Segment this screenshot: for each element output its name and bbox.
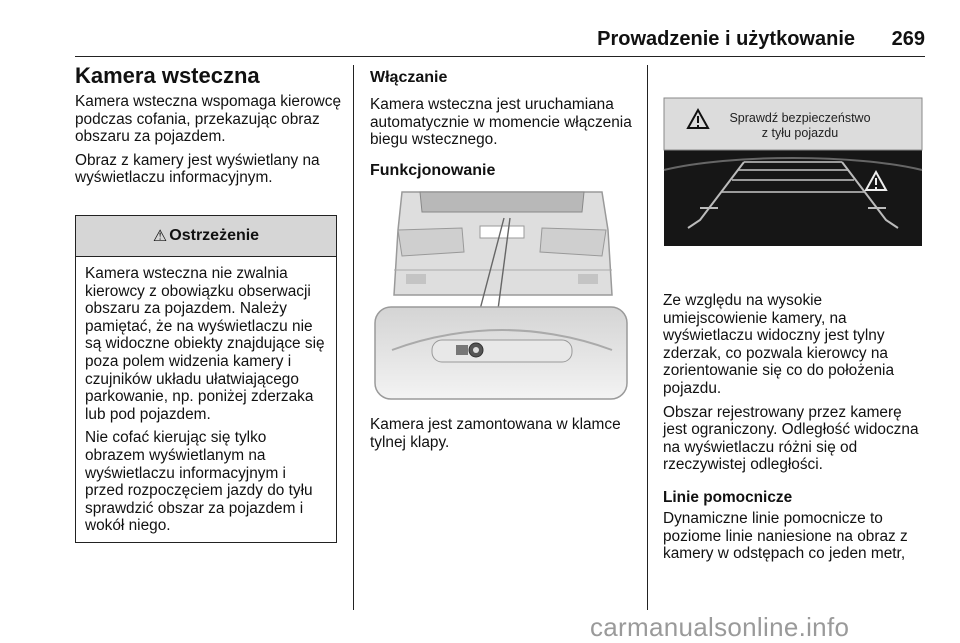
screen-message-line-2: z tyłu pojazdu xyxy=(761,126,839,140)
column-3 xyxy=(663,292,925,569)
warning-box xyxy=(75,215,337,543)
bumper-paragraph: Ze względu na wysokie umiejscowienie kamery, na wyświetlaczu widoczny jest tylny zderzak, co pozwala kierowcy na zorientowanie się co do położenia pojazdu. xyxy=(663,292,895,397)
column-1 xyxy=(75,62,343,193)
section-heading-function: Funkcjonowanie xyxy=(370,161,496,179)
caption-block xyxy=(370,416,636,457)
section-heading: Kamera wsteczna xyxy=(75,63,260,88)
watermark: carmanualsonline.info xyxy=(590,612,850,642)
section-heading-guidelines: Linie pomocnicze xyxy=(663,488,793,506)
warning-icon: ⚠ xyxy=(152,228,168,245)
column-divider-1 xyxy=(353,65,354,610)
display-paragraph: Obraz z kamery jest wyświetlany na wyświetlaczu informacyjnym. xyxy=(75,151,320,187)
header-rule xyxy=(75,56,925,57)
guidelines-paragraph: Dynamiczne linie pomocnicze to poziome linie naniesione na obraz z kamery w odstępach co jeden metr, xyxy=(663,509,908,563)
warning-body xyxy=(76,257,336,535)
page-header xyxy=(75,28,925,50)
rear-camera-screen-illustration xyxy=(660,70,926,275)
screen-message-line-1: Sprawdź bezpieczeństwo xyxy=(729,111,871,125)
section-heading-activation: Włączanie xyxy=(370,69,448,86)
header-title: Prowadzenie i użytkowanie xyxy=(597,28,855,50)
warning-header xyxy=(76,216,336,257)
column-divider-2 xyxy=(647,65,648,610)
page-number: 269 xyxy=(891,28,925,50)
warning-title: Ostrzeżenie xyxy=(169,227,260,244)
camera-location-illustration xyxy=(372,190,632,402)
warning-paragraph-1: Kamera wsteczna nie zwalnia kierowcy z obowiązku obserwacji obszaru za pojazdem. Należy pamiętać, że na wyświetlaczu nie są widoczne obiekty znajdujące się poza polem widzenia kamery i czujników układu ułatwiającego parkowanie, np. poniżej zderzaka lub pod pojazdem. xyxy=(85,265,325,423)
range-paragraph: Obszar rejestrowany przez kamerę jest ograniczony. Odległość widoczna na wyświetlaczu różni się od rzeczywistej odległości. xyxy=(663,403,919,474)
illustration-caption: Kamera jest zamontowana w klamce tylnej klapy. xyxy=(370,416,621,451)
intro-paragraph: Kamera wsteczna wspomaga kierowcę podczas cofania, przekazując obraz obszaru za pojazdem. xyxy=(75,93,342,146)
activation-paragraph: Kamera wsteczna jest uruchamiana automatycznie w momencie włączenia biegu wstecznego. xyxy=(370,96,632,149)
column-2 xyxy=(370,68,636,189)
warning-paragraph-2: Nie cofać kierując się tylko obrazem wyświetlanym na wyświetlaczu informacyjnym i przed rozpoczęciem jazdy do tyłu sprawdzić obszar za pojazdem i wokół niego. xyxy=(85,429,313,535)
